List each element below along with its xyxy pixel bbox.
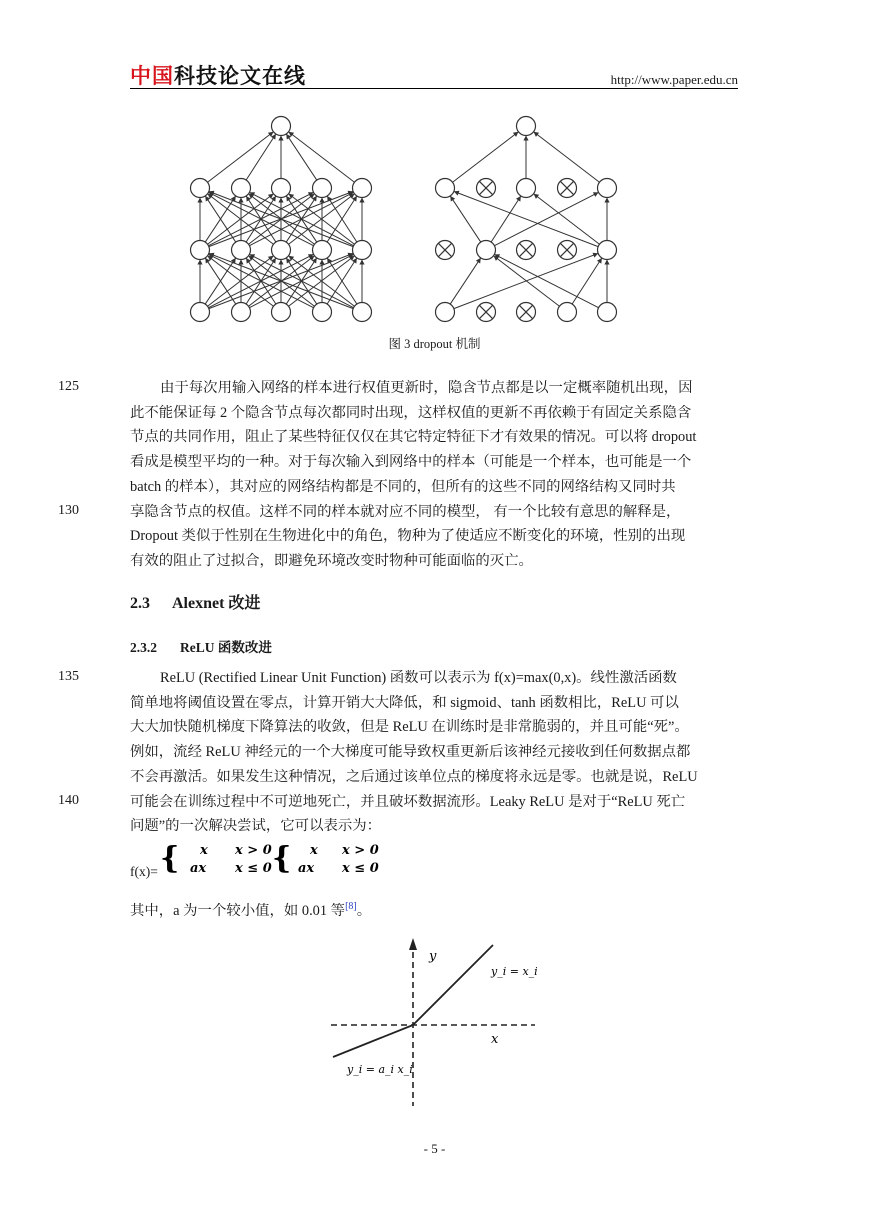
upper-branch-label: y_i = x_i [491,965,538,978]
citation-link[interactable]: [8] [345,901,357,913]
neuron-node [598,179,617,198]
connection-edge-head [278,260,283,265]
connection-edge-head [516,196,521,202]
connection-edge [494,192,598,245]
connection-edge-head [197,260,202,265]
formula-row1-expr-dup: x [310,843,318,858]
formula-prefix: f(x)= [130,864,158,879]
connection-edge [454,191,598,246]
connection-edge [286,134,317,180]
neuron-node [353,179,372,198]
connection-edge-head [597,258,602,264]
positive-branch [413,945,493,1025]
neuron-node [232,303,251,322]
subsection-number: 2.3.2 [130,640,157,655]
connection-edge-head [513,132,519,137]
neuron-node [272,179,291,198]
neuron-node [232,179,251,198]
neuron-node [477,241,496,260]
output-node [517,117,536,136]
neuron-node [191,179,210,198]
output-node [272,117,291,136]
connection-edge-head [476,258,481,264]
connection-edge-head [604,198,609,203]
leaky-relu-formula [160,838,400,878]
neuron-node [313,179,332,198]
connection-edge-head [523,136,528,141]
brace-left: { [160,841,180,876]
journal-logo [130,64,306,88]
line-number-125: 125 [58,379,79,394]
text-line: 此不能保证每 2 个隐含节点每次都同时出现，这样权值的更新不再依赖于有固定关系隐含 [130,404,692,421]
connection-edge-head [278,198,283,203]
text-line: 可能会在训练过程中不可逆地死亡，并且破坏数据流形。Leaky ReLU 是对于“ReLU 死亡 [130,793,686,810]
line-number-135: 135 [58,669,79,684]
connection-edge-head [197,198,202,203]
connection-edge [450,258,481,304]
neuron-node [272,241,291,260]
connection-edge [450,196,481,242]
formula-row1-cond: x > 0 [235,843,272,858]
section-heading-2-3-2 [130,636,272,656]
connection-edge-head [238,198,243,203]
text-line: 大大加快随机梯度下降算法的收敛，但是 ReLU 在训练时是非常脆弱的，并且可能“死”。 [130,719,689,736]
connection-edge-head [319,260,324,265]
line-number-130: 130 [58,503,79,518]
connection-edge [491,196,521,242]
formula-row1-expr: x [200,843,208,858]
neuron-node [313,241,332,260]
connection-edge [534,194,600,244]
neuron-node [598,241,617,260]
text-line: 问题”的一次解决尝试，它可以表示为： [130,818,382,835]
connection-edge-head [359,198,364,203]
neuron-node [598,303,617,322]
formula-row1-cond-dup: x > 0 [342,843,379,858]
paragraph-dropout [130,376,721,574]
connection-edge [453,132,519,182]
text-line: 节点的共同作用，阻止了某些特征仅仅在其它特定特征下才有效果的情况。可以将 dropout [130,429,697,446]
negative-branch [333,1025,413,1057]
text-line: 看成是模型平均的一种。对于每次输入到网络中的样本（可能是一个样本，也可能是一个 [130,454,692,471]
connection-edge-head [238,260,243,265]
brace-right: { [272,841,292,876]
connection-edge-head [450,196,455,202]
text-line: ReLU (Rectified Linear Unit Function) 函数可以表示为 f(x)=max(0,x)。线性激活函数 [160,670,677,686]
alpha-text: 其中，a 为一个较小值，如 0.01 等 [130,903,346,919]
connection-edge [494,256,560,306]
formula-row2-expr-dup: ax [298,861,315,876]
neuron-node [191,303,210,322]
logo-red-text: 中国 [130,64,174,88]
leaky-relu-plot [325,930,545,1110]
connection-edge [494,254,598,307]
text-line: 享隐含节点的权值。这样不同的样本就对应不同的模型， 有一个比较有意思的解释是， [130,503,681,520]
neuron-node [232,241,251,260]
logo-black-text: 科技论文在线 [174,64,306,88]
alpha-end: 。 [356,903,372,919]
neuron-node [353,303,372,322]
y-axis-arrow-icon [409,938,417,950]
formula-row2-expr: ax [190,861,207,876]
neuron-node [436,303,455,322]
neuron-node [558,303,577,322]
subsection-title: ReLU 函数改进 [180,640,272,655]
header-url[interactable]: http://www.paper.edu.cn [610,72,738,87]
connection-edge [572,258,602,304]
formula-row2-cond-dup: x ≤ 0 [342,861,379,876]
neuron-node [353,241,372,260]
paragraph-alpha [130,899,371,920]
connection-edge-head [534,194,540,199]
neuron-node [313,303,332,322]
neuron-node [272,303,291,322]
text-line: Dropout 类似于性别在生物进化中的角色，物种为了使适应不断变化的环境，性别的出现 [130,528,686,545]
section-number: 2.3 [130,595,150,612]
connection-edge [289,132,355,182]
text-line: batch 的样本），其对应的网络结构都是不同的，但所有的这些不同的网络结构又同时共 [130,478,676,495]
connection-edge-head [278,136,283,141]
connection-edge [534,132,600,182]
neuron-node [517,179,536,198]
text-line: 由于每次用输入网络的样本进行权值更新时，隐含节点都是以一定概率随机出现，因 [160,380,693,396]
y-axis-label: y [429,949,437,964]
text-line: 不会再激活。如果发生这种情况，之后通过该单位点的梯度将永远是零。也就是说，ReLU [130,768,698,785]
paragraph-relu [130,666,721,839]
figure-3-caption: 图 3 dropout 机制 [388,337,481,351]
formula-row2-cond: x ≤ 0 [235,861,272,876]
connection-edge-head [359,260,364,265]
text-line: 有效的阻止了过拟合，即避免环境改变时物种可能面临的灭亡。 [130,552,533,569]
connection-edge-head [319,198,324,203]
page-number: - 5 - [423,1141,446,1156]
connection-edge-head [604,260,609,265]
section-heading-2-3 [130,590,260,613]
connection-edge [208,132,274,182]
line-number-140: 140 [58,793,79,808]
x-axis-label: x [491,1032,499,1047]
neuron-node [191,241,210,260]
header-rule [130,88,738,89]
section-title: Alexnet 改进 [172,595,261,612]
text-line: 简单地将阈值设置在零点，计算开销大大降低，和 sigmoid、tanh 函数相比，ReLU 可以 [130,694,679,711]
lower-branch-label: y_i = a_i x_i [347,1063,413,1076]
neuron-node [436,179,455,198]
text-line: 例如，流经 ReLU 神经元的一个大梯度可能导致权重更新后该神经元接收到任何数据点都 [130,744,691,761]
connection-edge-head [534,132,540,137]
dropout-figure [180,110,640,325]
